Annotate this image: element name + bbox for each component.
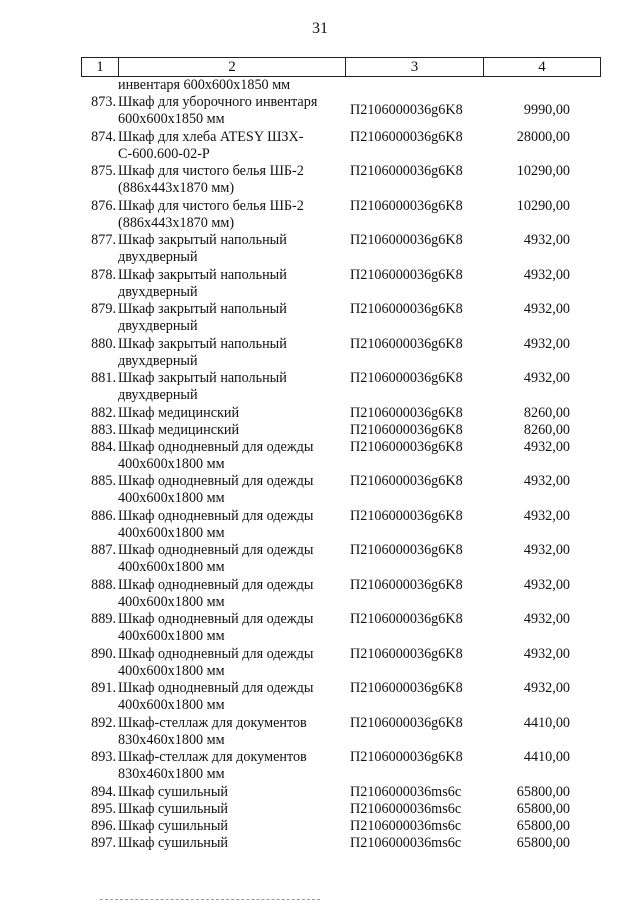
- item-code: П2106000036g6K8: [350, 197, 463, 214]
- item-name: Шкаф-стеллаж для документов 830х460х1800 мм: [118, 714, 307, 748]
- item-price: 4932,00: [523, 542, 570, 558]
- item-name: Шкаф для хлеба ATESY ШЗХ-С-600.600-02-Р: [118, 128, 304, 162]
- item-price: 9990,00: [523, 102, 570, 118]
- item-price: 4410,00: [523, 714, 570, 731]
- item-code: П2106000036g6K8: [350, 163, 463, 179]
- header-col-3: 3: [345, 58, 483, 76]
- row-number: 877.: [91, 232, 116, 248]
- item-code: П2106000036g6K8: [350, 749, 463, 765]
- item-code: П2106000036g6K8: [350, 438, 463, 455]
- table-row: [0, 422, 640, 439]
- continuation-text: инвентаря 600х600х1850 мм: [118, 77, 291, 93]
- continuation-row: [0, 77, 640, 94]
- item-code: П2106000036g6K8: [350, 645, 463, 662]
- header-col-1: 1: [81, 58, 118, 76]
- item-code: П2106000036g6K8: [350, 714, 463, 731]
- row-number: 878.: [91, 266, 116, 283]
- table-row: [0, 129, 640, 164]
- row-number: 884.: [91, 438, 116, 455]
- table-row: [0, 542, 640, 577]
- item-price: 8260,00: [523, 404, 570, 421]
- item-price: 4932,00: [523, 301, 570, 317]
- item-name: Шкаф закрытый напольный двухдверный: [118, 301, 287, 334]
- table-row: [0, 267, 640, 302]
- item-name: Шкаф однодневный для одежды 400х600х1800 мм: [118, 611, 314, 644]
- item-price: 4932,00: [523, 680, 570, 696]
- item-name: Шкаф закрытый напольный двухдверный: [118, 370, 287, 403]
- item-name: Шкаф медицинский: [118, 404, 240, 421]
- item-code: П2106000036ms6c: [350, 817, 462, 834]
- item-name: Шкаф для чистого белья ШБ-2 (886х443х1870 мм): [118, 197, 304, 231]
- item-code: П2106000036ms6c: [350, 783, 462, 800]
- item-code: П2106000036g6K8: [350, 576, 463, 593]
- item-code: П2106000036g6K8: [350, 301, 463, 317]
- row-number: 881.: [91, 370, 116, 386]
- item-name: Шкаф однодневный для одежды 400х600х1800 мм: [118, 680, 314, 713]
- table-row: [0, 801, 640, 818]
- row-number: 897.: [91, 834, 116, 851]
- item-code: П2106000036g6K8: [350, 404, 463, 421]
- table-row: [0, 473, 640, 508]
- row-number: 876.: [91, 197, 116, 214]
- table-row: [0, 198, 640, 233]
- item-name: Шкаф однодневный для одежды 400х600х1800 мм: [118, 645, 314, 679]
- item-name: Шкаф однодневный для одежды 400х600х1800 мм: [118, 473, 314, 506]
- item-price: 4932,00: [523, 645, 570, 662]
- item-code: П2106000036g6K8: [350, 542, 463, 558]
- table-row: [0, 336, 640, 371]
- item-price: 4932,00: [523, 335, 570, 352]
- table-row: [0, 646, 640, 681]
- item-name: Шкаф однодневный для одежды 400х600х1800 мм: [118, 438, 314, 472]
- row-number: 882.: [91, 404, 116, 421]
- row-number: 874.: [91, 128, 116, 145]
- item-price: 4932,00: [523, 576, 570, 593]
- table-row: [0, 163, 640, 198]
- table-row: [0, 94, 640, 129]
- item-name: Шкаф сушильный: [118, 834, 229, 851]
- item-code: П2106000036g6K8: [350, 102, 463, 118]
- item-price: 4932,00: [523, 438, 570, 455]
- item-code: П2106000036g6K8: [350, 611, 463, 627]
- table-row: [0, 715, 640, 750]
- item-price: 65800,00: [516, 817, 570, 834]
- table-row: [0, 439, 640, 474]
- table-row: [0, 749, 640, 784]
- item-name: Шкаф закрытый напольный двухдверный: [118, 335, 287, 369]
- item-price: 10290,00: [516, 163, 570, 179]
- table-row: [0, 370, 640, 405]
- row-number: 895.: [91, 800, 116, 817]
- item-code: П2106000036g6K8: [350, 370, 463, 386]
- item-price: 28000,00: [516, 128, 570, 145]
- item-name: Шкаф для чистого белья ШБ-2 (886х443х1870 мм): [118, 163, 304, 196]
- table-row: [0, 835, 640, 852]
- row-number: 893.: [91, 749, 116, 765]
- item-price: 4932,00: [523, 266, 570, 283]
- item-code: П2106000036g6K8: [350, 680, 463, 696]
- row-number: 885.: [91, 473, 116, 489]
- item-price: 8260,00: [523, 421, 570, 438]
- table-body: [0, 77, 640, 852]
- table-row: [0, 301, 640, 336]
- item-code: П2106000036g6K8: [350, 473, 463, 489]
- item-name: Шкаф закрытый напольный двухдверный: [118, 232, 287, 265]
- row-number: 892.: [91, 714, 116, 731]
- item-price: 4932,00: [523, 611, 570, 627]
- row-number: 894.: [91, 783, 116, 800]
- table-header: [81, 57, 601, 77]
- item-price: 4932,00: [523, 232, 570, 248]
- row-number: 890.: [91, 645, 116, 662]
- row-number: 875.: [91, 163, 116, 179]
- item-name: Шкаф однодневный для одежды 400х600х1800 мм: [118, 576, 314, 610]
- table-row: [0, 611, 640, 646]
- table-row: [0, 818, 640, 835]
- header-col-2: 2: [118, 58, 345, 76]
- item-code: П2106000036g6K8: [350, 421, 463, 438]
- item-name: Шкаф сушильный: [118, 800, 229, 817]
- item-price: 4932,00: [523, 370, 570, 386]
- item-price: 65800,00: [516, 834, 570, 851]
- item-price: 10290,00: [516, 197, 570, 214]
- item-code: П2106000036g6K8: [350, 335, 463, 352]
- row-number: 889.: [91, 611, 116, 627]
- item-price: 4932,00: [523, 473, 570, 489]
- item-price: 4932,00: [523, 507, 570, 524]
- item-code: П2106000036ms6c: [350, 834, 462, 851]
- header-col-4: 4: [483, 58, 601, 76]
- item-name: Шкаф сушильный: [118, 783, 229, 800]
- row-number: 886.: [91, 507, 116, 524]
- table-row: [0, 508, 640, 543]
- table-row: [0, 405, 640, 422]
- item-name: Шкаф однодневный для одежды 400х600х1800 мм: [118, 507, 314, 541]
- table-row: [0, 680, 640, 715]
- page-number: 31: [312, 20, 328, 37]
- item-name: Шкаф медицинский: [118, 421, 240, 438]
- row-number: 883.: [91, 421, 116, 438]
- row-number: 891.: [91, 680, 116, 696]
- item-name: Шкаф для уборочного инвентаря 600х600х1850 мм: [118, 94, 318, 127]
- item-name: Шкаф закрытый напольный двухдверный: [118, 266, 287, 300]
- item-code: П2106000036g6K8: [350, 507, 463, 524]
- row-number: 887.: [91, 542, 116, 558]
- item-code: П2106000036ms6c: [350, 800, 462, 817]
- table-row: [0, 577, 640, 612]
- row-number: 880.: [91, 335, 116, 352]
- item-code: П2106000036g6K8: [350, 128, 463, 145]
- row-number: 879.: [91, 301, 116, 317]
- item-name: Шкаф сушильный: [118, 817, 229, 834]
- item-code: П2106000036g6K8: [350, 232, 463, 248]
- row-number: 896.: [91, 817, 116, 834]
- table-row: [0, 232, 640, 267]
- item-code: П2106000036g6K8: [350, 266, 463, 283]
- item-price: 65800,00: [516, 800, 570, 817]
- row-number: 873.: [91, 94, 116, 110]
- item-name: Шкаф-стеллаж для документов 830х460х1800 мм: [118, 749, 307, 782]
- table-row: [0, 784, 640, 801]
- item-price: 65800,00: [516, 783, 570, 800]
- item-price: 4410,00: [523, 749, 570, 765]
- row-number: 888.: [91, 576, 116, 593]
- footer-divider: [100, 899, 320, 902]
- item-name: Шкаф однодневный для одежды 400х600х1800 мм: [118, 542, 314, 575]
